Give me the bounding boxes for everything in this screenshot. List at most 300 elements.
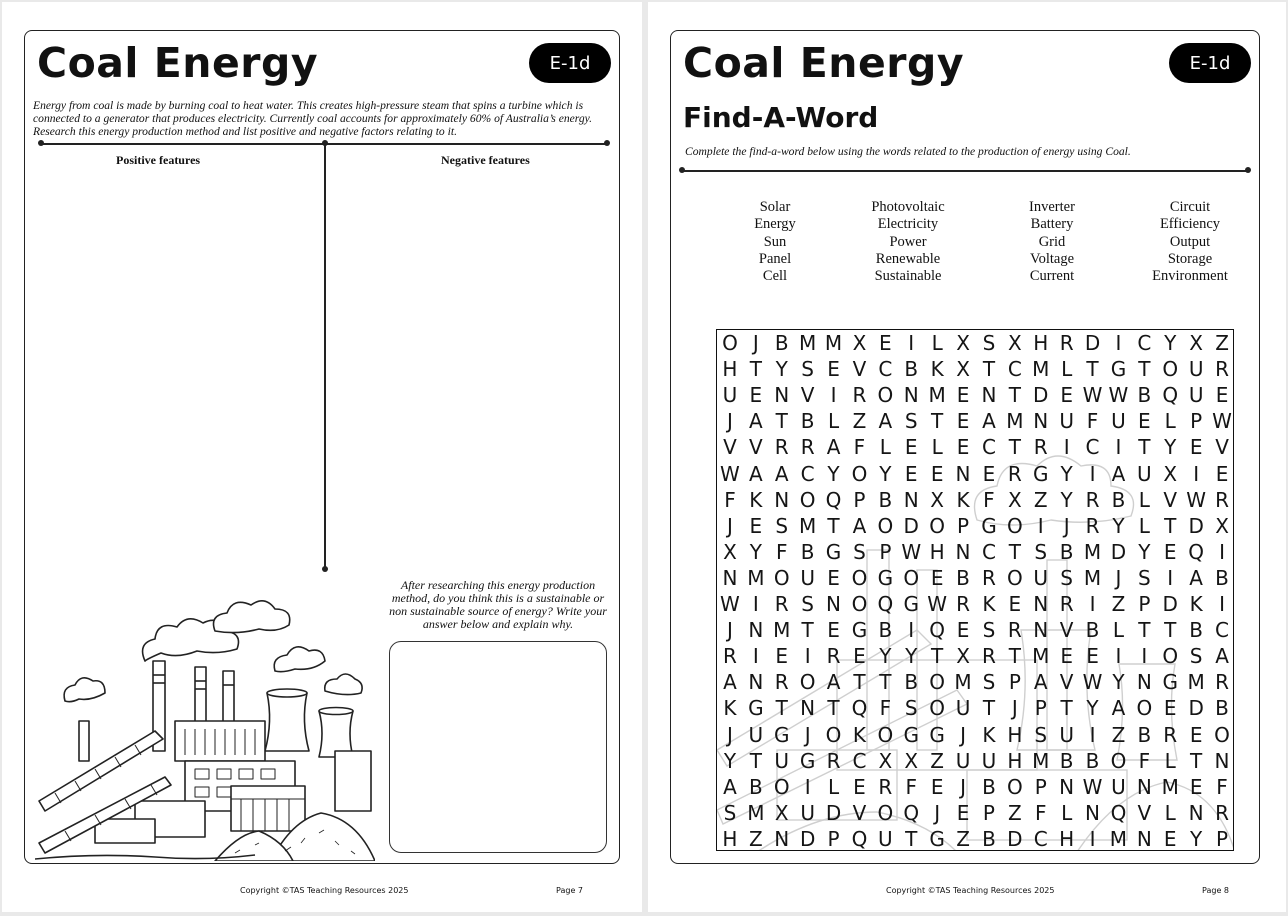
grid-letter[interactable]: R bbox=[774, 435, 789, 460]
grid-letter[interactable]: T bbox=[775, 409, 788, 434]
grid-letter[interactable]: R bbox=[722, 644, 737, 669]
grid-letter[interactable]: S bbox=[1034, 539, 1048, 564]
grid-letter[interactable]: E bbox=[1060, 383, 1073, 408]
grid-letter[interactable]: P bbox=[1138, 592, 1151, 617]
grid-letter[interactable]: W bbox=[720, 592, 740, 617]
grid-letter[interactable]: A bbox=[826, 670, 841, 695]
grid-letter[interactable]: B bbox=[1059, 539, 1074, 564]
grid-letter[interactable]: Q bbox=[1110, 800, 1127, 825]
grid-letter[interactable]: V bbox=[1215, 435, 1229, 460]
grid-letter[interactable]: L bbox=[1164, 800, 1176, 825]
grid-letter[interactable]: E bbox=[956, 618, 970, 643]
grid-letter[interactable]: X bbox=[852, 331, 867, 356]
grid-letter[interactable]: E bbox=[1060, 644, 1073, 669]
grid-letter[interactable]: F bbox=[853, 435, 866, 460]
grid-letter[interactable]: Q bbox=[877, 592, 894, 617]
grid-letter[interactable]: B bbox=[800, 539, 815, 564]
grid-letter[interactable]: I bbox=[752, 592, 759, 617]
grid-letter[interactable]: I bbox=[804, 774, 811, 799]
grid-letter[interactable]: L bbox=[931, 331, 943, 356]
grid-letter[interactable]: T bbox=[1138, 357, 1151, 382]
grid-letter[interactable]: E bbox=[1008, 592, 1022, 617]
grid-letter[interactable]: E bbox=[956, 435, 970, 460]
grid-letter[interactable]: R bbox=[1085, 487, 1100, 512]
grid-letter[interactable]: S bbox=[1060, 565, 1073, 590]
grid-letter[interactable]: T bbox=[775, 696, 788, 721]
grid-letter[interactable]: B bbox=[1111, 487, 1126, 512]
grid-letter[interactable]: M bbox=[747, 800, 765, 825]
grid-letter[interactable]: B bbox=[1189, 618, 1203, 643]
grid-letter[interactable]: J bbox=[1115, 565, 1122, 590]
grid-letter[interactable]: V bbox=[1137, 800, 1152, 825]
grid-letter[interactable]: A bbox=[878, 409, 893, 434]
grid-letter[interactable]: E bbox=[1086, 644, 1099, 669]
grid-letter[interactable]: I bbox=[1193, 461, 1200, 486]
grid-letter[interactable]: O bbox=[1136, 696, 1153, 721]
grid-letter[interactable]: R bbox=[800, 435, 815, 460]
grid-letter[interactable]: B bbox=[982, 774, 996, 799]
grid-letter[interactable]: B bbox=[1137, 722, 1152, 747]
grid-letter[interactable]: S bbox=[1189, 644, 1203, 669]
grid-letter[interactable]: C bbox=[981, 539, 996, 564]
grid-letter[interactable]: Q bbox=[851, 696, 868, 721]
grid-letter[interactable]: R bbox=[1059, 331, 1074, 356]
grid-letter[interactable]: P bbox=[1190, 409, 1203, 434]
grid-letter[interactable]: Z bbox=[852, 409, 867, 434]
grid-letter[interactable]: I bbox=[1115, 331, 1122, 356]
grid-letter[interactable]: N bbox=[800, 696, 816, 721]
grid-letter[interactable]: T bbox=[749, 748, 762, 773]
grid-letter[interactable]: F bbox=[724, 487, 736, 512]
grid-letter[interactable]: Z bbox=[1007, 800, 1022, 825]
grid-letter[interactable]: D bbox=[1033, 383, 1049, 408]
grid-letter[interactable]: Q bbox=[825, 487, 842, 512]
grid-letter[interactable]: R bbox=[852, 383, 867, 408]
grid-letter[interactable]: N bbox=[903, 383, 919, 408]
grid-letter[interactable]: W bbox=[1082, 383, 1103, 408]
grid-letter[interactable]: O bbox=[851, 565, 868, 590]
grid-letter[interactable]: T bbox=[1008, 644, 1021, 669]
grid-letter[interactable]: E bbox=[775, 644, 789, 669]
grid-letter[interactable]: C bbox=[981, 435, 996, 460]
grid-letter[interactable]: F bbox=[1034, 800, 1047, 825]
grid-letter[interactable]: U bbox=[878, 826, 893, 851]
grid-letter[interactable]: M bbox=[1032, 644, 1050, 669]
grid-letter[interactable]: S bbox=[982, 331, 996, 356]
grid-letter[interactable]: Z bbox=[1111, 722, 1126, 747]
grid-letter[interactable]: O bbox=[1006, 513, 1023, 538]
grid-letter[interactable]: B bbox=[982, 826, 996, 851]
grid-letter[interactable]: A bbox=[723, 774, 737, 799]
grid-letter[interactable]: R bbox=[1163, 722, 1178, 747]
grid-letter[interactable]: O bbox=[773, 774, 790, 799]
grid-letter[interactable]: T bbox=[827, 696, 840, 721]
grid-letter[interactable]: I bbox=[1089, 826, 1096, 851]
grid-letter[interactable]: V bbox=[1163, 487, 1178, 512]
grid-letter[interactable]: H bbox=[1033, 331, 1049, 356]
grid-letter[interactable]: O bbox=[799, 670, 816, 695]
grid-letter[interactable]: Y bbox=[879, 461, 892, 486]
grid-letter[interactable]: J bbox=[726, 722, 733, 747]
grid-letter[interactable]: A bbox=[1215, 644, 1229, 669]
grid-letter[interactable]: R bbox=[774, 670, 789, 695]
grid-letter[interactable]: Y bbox=[1060, 461, 1073, 486]
grid-letter[interactable]: I bbox=[1089, 461, 1096, 486]
grid-letter[interactable]: T bbox=[1138, 618, 1151, 643]
grid-letter[interactable]: E bbox=[1163, 826, 1177, 851]
grid-letter[interactable]: T bbox=[1086, 357, 1099, 382]
grid-letter[interactable]: B bbox=[904, 357, 919, 382]
grid-letter[interactable]: E bbox=[853, 774, 866, 799]
grid-letter[interactable]: R bbox=[1215, 357, 1229, 382]
grid-letter[interactable]: O bbox=[929, 513, 946, 538]
grid-letter[interactable]: K bbox=[982, 592, 996, 617]
grid-letter[interactable]: S bbox=[801, 592, 814, 617]
grid-letter[interactable]: U bbox=[1188, 383, 1204, 408]
grid-letter[interactable]: O bbox=[799, 487, 816, 512]
grid-letter[interactable]: N bbox=[955, 539, 971, 564]
grid-letter[interactable]: K bbox=[852, 722, 866, 747]
grid-letter[interactable]: K bbox=[982, 722, 996, 747]
grid-letter[interactable]: U bbox=[722, 383, 738, 408]
grid-letter[interactable]: E bbox=[1215, 461, 1229, 486]
grid-letter[interactable]: R bbox=[826, 748, 841, 773]
grid-letter[interactable]: C bbox=[878, 357, 893, 382]
grid-letter[interactable]: N bbox=[748, 670, 764, 695]
grid-letter[interactable]: O bbox=[1162, 644, 1179, 669]
grid-letter[interactable]: N bbox=[826, 592, 842, 617]
grid-letter[interactable]: P bbox=[1034, 696, 1047, 721]
grid-letter[interactable]: N bbox=[1136, 826, 1152, 851]
grid-letter[interactable]: C bbox=[1215, 618, 1230, 643]
grid-letter[interactable]: M bbox=[1083, 565, 1102, 590]
grid-letter[interactable]: O bbox=[722, 331, 738, 356]
grid-letter[interactable]: O bbox=[1110, 748, 1127, 773]
grid-letter[interactable]: G bbox=[1162, 670, 1178, 695]
grid-letter[interactable]: S bbox=[982, 618, 996, 643]
grid-letter[interactable]: I bbox=[1141, 644, 1148, 669]
grid-letter[interactable]: X bbox=[1189, 331, 1203, 356]
grid-letter[interactable]: I bbox=[1219, 539, 1225, 564]
grid-letter[interactable]: E bbox=[930, 774, 944, 799]
grid-letter[interactable]: P bbox=[1034, 774, 1047, 799]
grid-letter[interactable]: B bbox=[1137, 383, 1152, 408]
grid-letter[interactable]: R bbox=[826, 644, 841, 669]
grid-letter[interactable]: W bbox=[1082, 670, 1103, 695]
grid-letter[interactable]: U bbox=[955, 748, 971, 773]
grid-letter[interactable]: T bbox=[801, 618, 814, 643]
grid-letter[interactable]: O bbox=[851, 592, 868, 617]
grid-letter[interactable]: N bbox=[1136, 670, 1152, 695]
grid-letter[interactable]: Y bbox=[1190, 826, 1203, 851]
grid-letter[interactable]: A bbox=[749, 461, 763, 486]
grid-letter[interactable]: M bbox=[928, 383, 946, 408]
grid-letter[interactable]: E bbox=[956, 383, 970, 408]
grid-letter[interactable]: B bbox=[1085, 618, 1100, 643]
grid-letter[interactable]: G bbox=[981, 513, 997, 538]
grid-letter[interactable]: M bbox=[954, 670, 972, 695]
grid-letter[interactable]: J bbox=[960, 774, 966, 799]
grid-letter[interactable]: A bbox=[774, 461, 789, 486]
grid-letter[interactable]: R bbox=[1215, 800, 1229, 825]
grid-letter[interactable]: Z bbox=[1033, 487, 1048, 512]
grid-letter[interactable]: K bbox=[930, 357, 944, 382]
grid-letter[interactable]: L bbox=[827, 409, 840, 434]
grid-letter[interactable]: T bbox=[827, 513, 840, 538]
grid-letter[interactable]: E bbox=[749, 513, 763, 538]
grid-letter[interactable]: F bbox=[1086, 409, 1099, 434]
grid-letter[interactable]: T bbox=[982, 696, 996, 721]
grid-letter[interactable]: B bbox=[878, 487, 893, 512]
grid-letter[interactable]: E bbox=[904, 461, 918, 486]
grid-letter[interactable]: L bbox=[1164, 409, 1176, 434]
grid-letter[interactable]: U bbox=[1111, 409, 1126, 434]
grid-letter[interactable]: O bbox=[877, 722, 894, 747]
grid-letter[interactable]: F bbox=[879, 696, 892, 721]
grid-letter[interactable]: K bbox=[723, 696, 737, 721]
grid-letter[interactable]: E bbox=[827, 565, 840, 590]
grid-letter[interactable]: I bbox=[1115, 644, 1122, 669]
grid-letter[interactable]: P bbox=[1216, 826, 1229, 851]
grid-letter[interactable]: A bbox=[852, 513, 867, 538]
grid-letter[interactable]: M bbox=[1187, 670, 1205, 695]
grid-letter[interactable]: S bbox=[1034, 722, 1048, 747]
grid-letter[interactable]: E bbox=[827, 618, 840, 643]
grid-letter[interactable]: T bbox=[1190, 748, 1203, 773]
grid-letter[interactable]: N bbox=[1033, 618, 1049, 643]
grid-letter[interactable]: H bbox=[1059, 826, 1075, 851]
grid-letter[interactable]: T bbox=[1164, 618, 1177, 643]
grid-letter[interactable]: R bbox=[1085, 513, 1100, 538]
grid-letter[interactable]: J bbox=[804, 722, 811, 747]
grid-letter[interactable]: M bbox=[1032, 357, 1050, 382]
grid-letter[interactable]: U bbox=[1111, 774, 1126, 799]
grid-letter[interactable]: N bbox=[774, 383, 790, 408]
grid-letter[interactable]: V bbox=[1059, 670, 1074, 695]
grid-letter[interactable]: A bbox=[723, 670, 737, 695]
grid-letter[interactable]: H bbox=[929, 539, 945, 564]
grid-letter[interactable]: M bbox=[799, 513, 817, 538]
grid-letter[interactable]: Q bbox=[929, 618, 946, 643]
grid-letter[interactable]: T bbox=[905, 826, 918, 851]
grid-letter[interactable]: P bbox=[1008, 670, 1021, 695]
grid-letter[interactable]: M bbox=[799, 331, 817, 356]
grid-letter[interactable]: W bbox=[901, 539, 922, 564]
answer-box[interactable] bbox=[389, 641, 607, 853]
grid-letter[interactable]: E bbox=[1163, 539, 1177, 564]
grid-letter[interactable]: J bbox=[960, 722, 966, 747]
grid-letter[interactable]: C bbox=[1033, 826, 1048, 851]
grid-letter[interactable]: X bbox=[956, 331, 970, 356]
grid-letter[interactable]: Y bbox=[1112, 670, 1125, 695]
grid-letter[interactable]: U bbox=[800, 800, 815, 825]
grid-letter[interactable]: H bbox=[1007, 748, 1023, 773]
grid-letter[interactable]: G bbox=[929, 722, 945, 747]
grid-letter[interactable]: H bbox=[722, 826, 738, 851]
grid-letter[interactable]: B bbox=[748, 774, 763, 799]
grid-letter[interactable]: L bbox=[1061, 357, 1073, 382]
grid-letter[interactable]: B bbox=[956, 565, 970, 590]
grid-letter[interactable]: P bbox=[827, 826, 840, 851]
grid-letter[interactable]: S bbox=[904, 696, 918, 721]
grid-letter[interactable]: Q bbox=[1188, 539, 1205, 564]
grid-letter[interactable]: X bbox=[930, 487, 944, 512]
grid-letter[interactable]: O bbox=[903, 565, 920, 590]
grid-letter[interactable]: I bbox=[752, 644, 759, 669]
grid-letter[interactable]: Y bbox=[905, 644, 918, 669]
grid-letter[interactable]: L bbox=[1112, 618, 1125, 643]
grid-letter[interactable]: T bbox=[1060, 696, 1073, 721]
grid-letter[interactable]: W bbox=[1108, 383, 1129, 408]
grid-letter[interactable]: Y bbox=[1164, 435, 1177, 460]
grid-letter[interactable]: B bbox=[1215, 696, 1229, 721]
grid-letter[interactable]: R bbox=[1215, 670, 1229, 695]
grid-letter[interactable]: T bbox=[1008, 383, 1021, 408]
grid-letter[interactable]: W bbox=[1212, 409, 1232, 434]
grid-letter[interactable]: X bbox=[774, 800, 789, 825]
grid-letter[interactable]: U bbox=[748, 722, 764, 747]
grid-letter[interactable]: L bbox=[879, 435, 891, 460]
grid-letter[interactable]: X bbox=[878, 748, 893, 773]
grid-letter[interactable]: L bbox=[1138, 513, 1150, 538]
grid-letter[interactable]: Q bbox=[1162, 383, 1179, 408]
grid-letter[interactable]: G bbox=[903, 722, 919, 747]
grid-letter[interactable]: B bbox=[1215, 565, 1229, 590]
grid-letter[interactable]: A bbox=[1111, 696, 1126, 721]
grid-letter[interactable]: G bbox=[773, 722, 790, 747]
grid-letter[interactable]: V bbox=[800, 383, 815, 408]
grid-letter[interactable]: E bbox=[904, 435, 918, 460]
grid-letter[interactable]: R bbox=[878, 774, 893, 799]
grid-letter[interactable]: R bbox=[1215, 487, 1229, 512]
grid-letter[interactable]: N bbox=[774, 826, 790, 851]
grid-letter[interactable]: N bbox=[1085, 800, 1101, 825]
grid-letter[interactable]: Y bbox=[775, 357, 788, 382]
grid-letter[interactable]: N bbox=[1033, 409, 1049, 434]
grid-letter[interactable]: I bbox=[1115, 435, 1122, 460]
grid-letter[interactable]: K bbox=[956, 487, 970, 512]
grid-letter[interactable]: T bbox=[982, 357, 996, 382]
grid-letter[interactable]: N bbox=[722, 565, 738, 590]
grid-letter[interactable]: Y bbox=[827, 461, 840, 486]
grid-letter[interactable]: G bbox=[1032, 461, 1049, 486]
grid-letter[interactable]: T bbox=[749, 357, 762, 382]
grid-letter[interactable]: C bbox=[800, 461, 815, 486]
grid-letter[interactable]: N bbox=[981, 383, 997, 408]
grid-letter[interactable]: A bbox=[1111, 461, 1126, 486]
grid-letter[interactable]: U bbox=[1033, 565, 1049, 590]
grid-letter[interactable]: Z bbox=[1215, 331, 1229, 356]
grid-letter[interactable]: S bbox=[1137, 565, 1151, 590]
grid-letter[interactable]: S bbox=[801, 357, 814, 382]
grid-letter[interactable]: I bbox=[804, 644, 811, 669]
grid-letter[interactable]: Q bbox=[851, 826, 868, 851]
grid-letter[interactable]: U bbox=[1059, 409, 1074, 434]
grid-letter[interactable]: L bbox=[827, 774, 840, 799]
grid-letter[interactable]: J bbox=[726, 409, 733, 434]
grid-letter[interactable]: B bbox=[774, 331, 789, 356]
grid-letter[interactable]: T bbox=[853, 670, 866, 695]
grid-letter[interactable]: N bbox=[1059, 774, 1075, 799]
grid-letter[interactable]: N bbox=[955, 461, 971, 486]
grid-letter[interactable]: T bbox=[931, 409, 944, 434]
grid-letter[interactable]: J bbox=[726, 618, 733, 643]
grid-letter[interactable]: O bbox=[877, 513, 894, 538]
grid-letter[interactable]: H bbox=[1007, 722, 1023, 747]
grid-letter[interactable]: T bbox=[1138, 435, 1151, 460]
grid-letter[interactable]: U bbox=[1188, 357, 1204, 382]
grid-letter[interactable]: N bbox=[774, 487, 790, 512]
grid-letter[interactable]: O bbox=[851, 461, 868, 486]
grid-letter[interactable]: V bbox=[749, 435, 763, 460]
grid-letter[interactable]: E bbox=[749, 383, 763, 408]
grid-letter[interactable]: N bbox=[1136, 774, 1152, 799]
grid-letter[interactable]: E bbox=[827, 357, 840, 382]
grid-letter[interactable]: O bbox=[773, 565, 790, 590]
grid-letter[interactable]: W bbox=[720, 461, 740, 486]
grid-letter[interactable]: B bbox=[904, 670, 919, 695]
grid-letter[interactable]: O bbox=[1006, 774, 1023, 799]
grid-letter[interactable]: Y bbox=[1112, 513, 1125, 538]
grid-letter[interactable]: M bbox=[1006, 409, 1024, 434]
grid-letter[interactable]: U bbox=[955, 696, 971, 721]
grid-letter[interactable]: G bbox=[877, 565, 894, 590]
grid-letter[interactable]: Y bbox=[749, 539, 762, 564]
grid-letter[interactable]: M bbox=[1083, 539, 1102, 564]
grid-letter[interactable]: V bbox=[852, 357, 867, 382]
grid-letter[interactable]: S bbox=[904, 409, 918, 434]
grid-letter[interactable]: E bbox=[1138, 409, 1151, 434]
grid-letter[interactable]: T bbox=[879, 670, 892, 695]
grid-letter[interactable]: S bbox=[853, 539, 866, 564]
grid-letter[interactable]: Z bbox=[1111, 592, 1126, 617]
grid-letter[interactable]: R bbox=[981, 565, 996, 590]
grid-letter[interactable]: F bbox=[775, 539, 788, 564]
grid-letter[interactable]: U bbox=[1137, 461, 1152, 486]
grid-letter[interactable]: G bbox=[903, 592, 919, 617]
grid-letter[interactable]: O bbox=[929, 670, 946, 695]
grid-letter[interactable]: N bbox=[903, 487, 919, 512]
grid-letter[interactable]: Y bbox=[1086, 696, 1099, 721]
grid-letter[interactable]: I bbox=[1219, 592, 1225, 617]
grid-letter[interactable]: A bbox=[1033, 670, 1048, 695]
grid-letter[interactable]: V bbox=[852, 800, 867, 825]
grid-letter[interactable]: L bbox=[1061, 800, 1073, 825]
grid-letter[interactable]: Z bbox=[956, 826, 970, 851]
grid-letter[interactable]: K bbox=[1189, 592, 1203, 617]
grid-letter[interactable]: R bbox=[774, 592, 789, 617]
grid-letter[interactable]: G bbox=[1110, 357, 1127, 382]
grid-letter[interactable]: G bbox=[748, 696, 764, 721]
grid-letter[interactable]: Y bbox=[879, 644, 892, 669]
grid-letter[interactable]: B bbox=[1059, 748, 1074, 773]
grid-letter[interactable]: E bbox=[1189, 435, 1203, 460]
grid-letter[interactable]: Y bbox=[723, 748, 737, 773]
grid-letter[interactable]: D bbox=[1188, 696, 1204, 721]
grid-letter[interactable]: F bbox=[983, 487, 995, 512]
grid-letter[interactable]: C bbox=[1007, 357, 1022, 382]
grid-letter[interactable]: E bbox=[930, 565, 944, 590]
grid-letter[interactable]: P bbox=[957, 513, 970, 538]
grid-letter[interactable]: O bbox=[1214, 722, 1230, 747]
grid-letter[interactable]: S bbox=[775, 513, 789, 538]
grid-letter[interactable]: C bbox=[1137, 331, 1152, 356]
grid-letter[interactable]: M bbox=[747, 565, 765, 590]
grid-letter[interactable]: X bbox=[904, 748, 919, 773]
grid-letter[interactable]: U bbox=[1059, 722, 1074, 747]
grid-letter[interactable]: F bbox=[905, 774, 917, 799]
grid-letter[interactable]: J bbox=[1063, 513, 1070, 538]
